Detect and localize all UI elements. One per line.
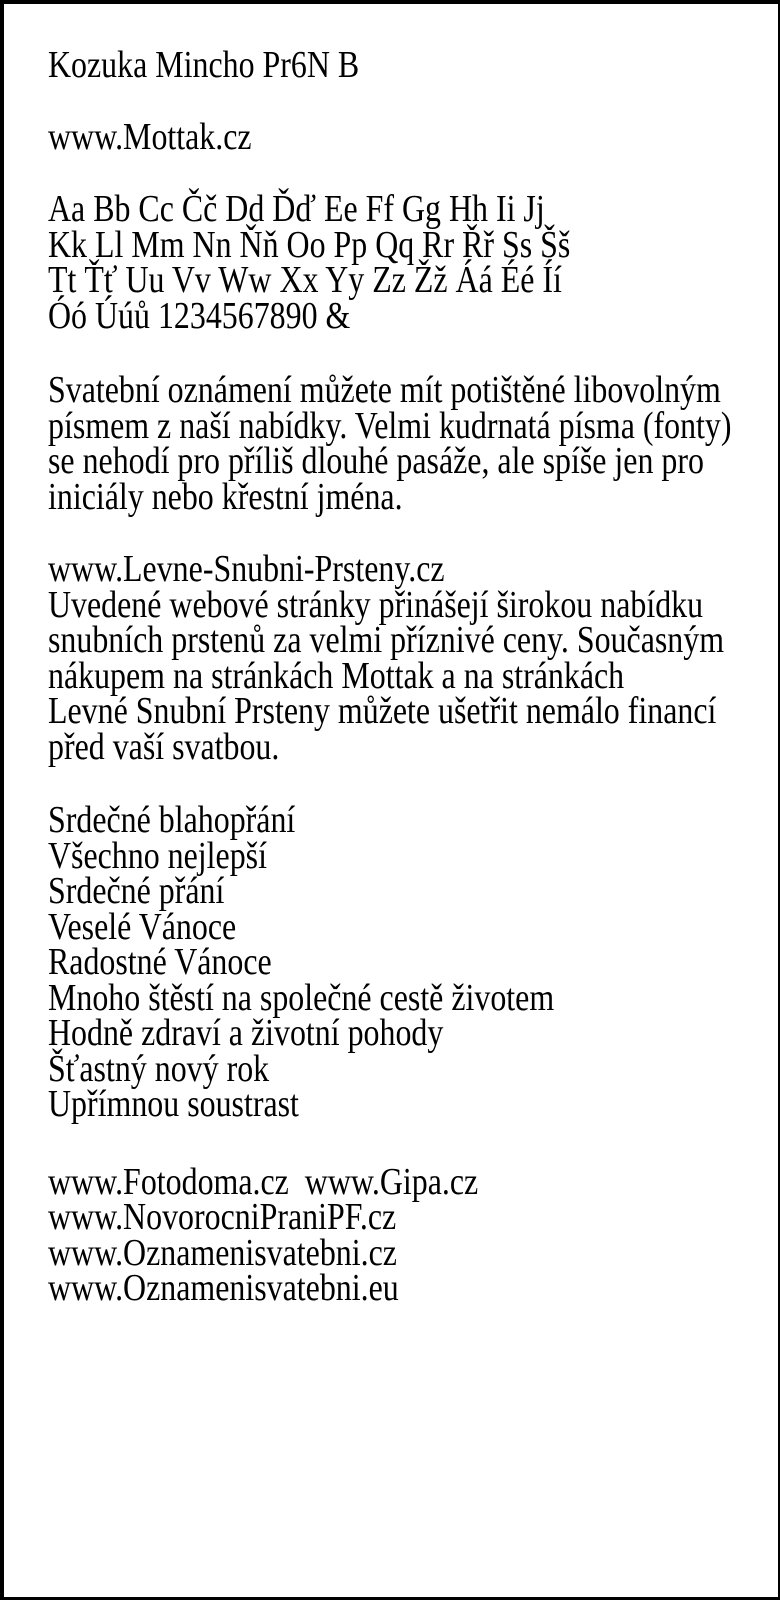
- font-name-block: [48, 44, 661, 86]
- footer-site-line: www.NovorocniPraniPF.cz: [48, 1196, 397, 1238]
- greetings-list-block: [48, 799, 661, 1125]
- rings-note-line: nákupem na stránkách Mottak a na stránkách: [48, 654, 625, 697]
- usage-note-block: [48, 369, 732, 518]
- usage-note-line: Svatební oznámení můžete mít potištěné libovolným: [48, 369, 721, 411]
- rings-note-line: Uvedené webové stránky přinášejí širokou nabídku: [48, 583, 704, 626]
- greeting-item: Srdečné přání: [48, 870, 225, 912]
- greeting-item: Všechno nejlepší: [48, 834, 267, 877]
- usage-note-line: se nehodí pro příliš dlouhé pasáže, ale spíše jen pro: [48, 440, 704, 482]
- vendor-site-block: [48, 115, 661, 158]
- specimen-content: [48, 44, 732, 1309]
- greeting-item: Veselé Vánoce: [48, 905, 237, 948]
- rings-note-line: před vaší svatbou.: [48, 725, 280, 768]
- footer-site-line: www.Fotodoma.cz www.Gipa.cz: [48, 1160, 479, 1203]
- footer-sites-block: [48, 1160, 661, 1309]
- usage-note-line: iniciály nebo křestní jména.: [48, 475, 403, 518]
- vendor-site-url: www.Mottak.cz: [48, 115, 252, 158]
- rings-site-url: www.Levne-Snubni-Prsteny.cz: [48, 548, 445, 590]
- greeting-item: Mnoho štěstí na společné cestě životem: [48, 976, 555, 1019]
- greeting-item: Radostné Vánoce: [48, 941, 272, 983]
- alphabet-sample-block: [48, 188, 661, 337]
- footer-site-line: www.Oznamenisvatebni.eu: [48, 1267, 399, 1309]
- footer-site-line: www.Oznamenisvatebni.cz: [48, 1231, 397, 1274]
- alphabet-line: Tt Ťť Uu Vv Ww Xx Yy Zz Žž Áá Éé Íí: [48, 259, 562, 301]
- alphabet-line: Aa Bb Cc Čč Dd Ďď Ee Ff Gg Hh Ii Jj: [48, 188, 545, 230]
- font-name-title: Kozuka Mincho Pr6N B: [48, 44, 360, 86]
- alphabet-line: Kk Ll Mm Nn Ňň Oo Pp Qq Rr Řř Ss Šš: [48, 223, 571, 266]
- usage-note-line: písmem z naší nabídky. Velmi kudrnatá písma (fonty): [48, 404, 732, 447]
- rings-promo-block: [48, 548, 725, 768]
- rings-note-line: Levné Snubní Prsteny můžete ušetřit nemálo financí: [48, 690, 717, 732]
- alphabet-line: Óó Úúů 1234567890 &: [48, 294, 351, 337]
- greeting-item: Hodně zdraví a životní pohody: [48, 1012, 444, 1054]
- greeting-item: Šťastný nový rok: [48, 1047, 270, 1090]
- rings-note-line: snubních prstenů za velmi příznivé ceny. Současným: [48, 619, 725, 661]
- greeting-item: Upřímnou soustrast: [48, 1083, 299, 1125]
- greeting-item: Srdečné blahopřání: [48, 799, 296, 841]
